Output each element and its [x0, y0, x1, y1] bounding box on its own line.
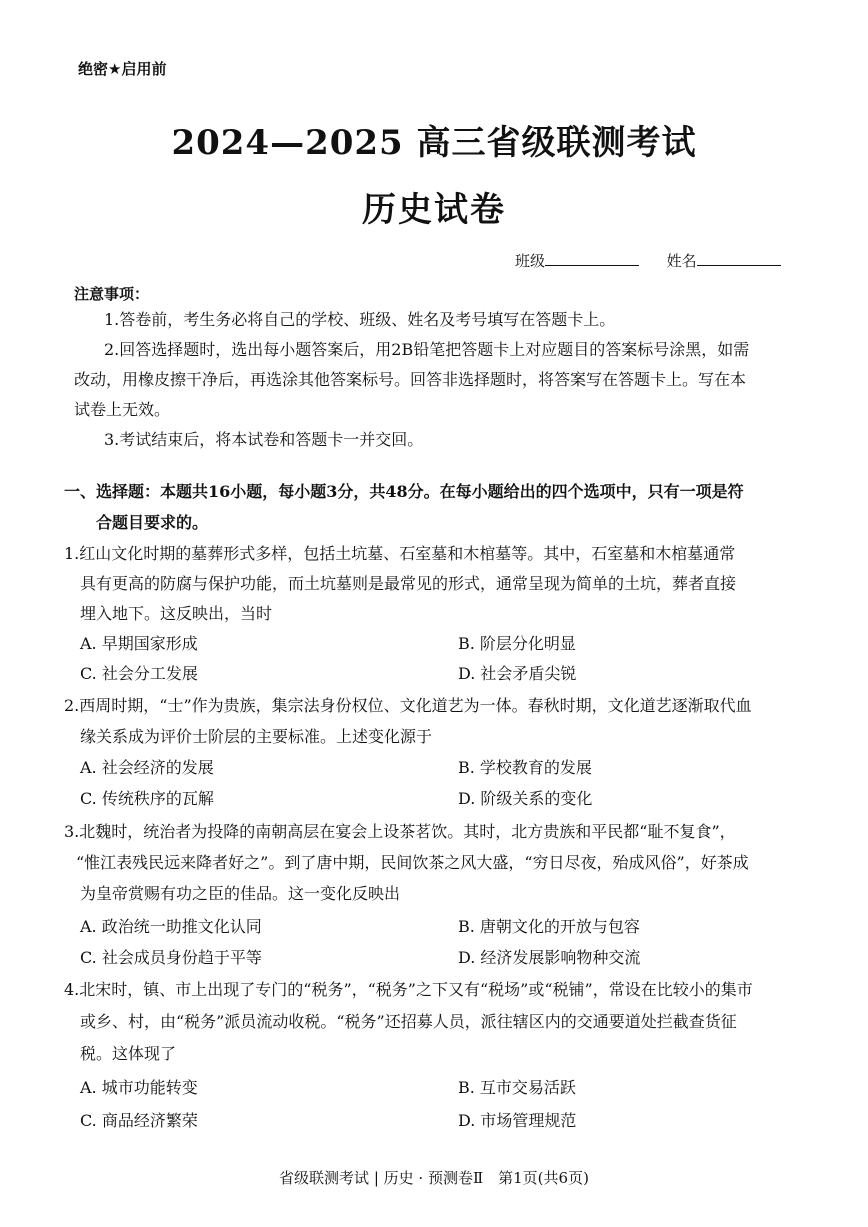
class-label: 班级 [515, 252, 546, 270]
question-4-option-c: C. 商品经济繁荣 [80, 1111, 198, 1130]
question-3-option-b: B. 唐朝文化的开放与包容 [458, 917, 640, 936]
question-1-option-c: C. 社会分工发展 [80, 664, 198, 683]
question-2-text: 2.西周时期，“士”作为贵族，集宗法身份权位、文化道艺为一体。春秋时期，文化道艺逐渐取代血 [64, 696, 752, 715]
question-3-option-c: C. 社会成员身份趋于平等 [80, 948, 262, 967]
question-1-text: 埋入地下。这反映出，当时 [80, 604, 273, 623]
note-line: 1.答卷前，考生务必将自己的学校、班级、姓名及考号填写在答题卡上。 [104, 310, 616, 329]
question-3-text: 为皇帝赏赐有功之臣的佳品。这一变化反映出 [80, 884, 401, 903]
question-1-text: 具有更高的防腐与保护功能，而土坑墓则是最常见的形式，通常呈现为简单的土坑，葬者直接 [80, 574, 737, 593]
section-heading: 一、选择题：本题共16小题，每小题3分，共48分。在每小题给出的四个选项中，只有一项是符 [64, 482, 744, 501]
question-1-option-d: D. 社会矛盾尖锐 [458, 664, 577, 683]
question-3-text: 3.北魏时，统治者为投降的南朝高层在宴会上设茶茗饮。其时，北方贵族和平民都“耻不复食”， [64, 822, 736, 841]
question-4-text: 4.北宋时，镇、市上出现了专门的“税务”，“税务”之下又有“税场”或“税铺”，常设在比较小的集市 [64, 980, 753, 999]
question-1-text: 1.红山文化时期的墓葬形式多样，包括土坑墓、石室墓和木棺墓等。其中，石室墓和木棺墓通常 [64, 544, 736, 563]
question-2-option-b: B. 学校教育的发展 [458, 758, 592, 777]
name-label: 姓名 [666, 252, 697, 270]
question-3-option-d: D. 经济发展影响物种交流 [458, 948, 641, 967]
exam-title: 2024—2025 高三省级联测考试 [171, 123, 697, 163]
question-2-option-a: A. 社会经济的发展 [80, 758, 214, 777]
note-line: 3.考试结束后，将本试卷和答题卡一并交回。 [104, 430, 424, 449]
question-4-text: 或乡、村，由“税务”派员流动收税。“税务”还招募人员，派往辖区内的交通要道处拦截查货征 [80, 1012, 737, 1031]
question-4-option-d: D. 市场管理规范 [458, 1111, 577, 1130]
section-heading-cont: 合题目要求的。 [96, 513, 209, 532]
note-line: 改动，用橡皮擦干净后，再选涂其他答案标号。回答非选择题时，将答案写在答题卡上。写在本 [74, 370, 747, 389]
question-1-option-a: A. 早期国家形成 [80, 634, 198, 653]
question-1-option-b: B. 阶层分化明显 [458, 634, 576, 653]
page-footer: 省级联测考试 | 历史 · 预测卷Ⅱ 第1页(共6页) [279, 1169, 589, 1187]
question-4-text: 税。这体现了 [80, 1044, 177, 1063]
question-2-option-c: C. 传统秩序的瓦解 [80, 789, 214, 808]
question-3-text: “惟江表残民远来降者好之”。到了唐中期，民间饮茶之风大盛，“穷日尽夜，殆成风俗”，好茶成 [76, 853, 749, 872]
student-info [515, 250, 781, 271]
question-4-option-b: B. 互市交易活跃 [458, 1078, 576, 1097]
secret-label: 绝密★启用前 [78, 60, 167, 78]
notes-heading: 注意事项： [74, 285, 150, 303]
question-3-option-a: A. 政治统一助推文化认同 [80, 917, 262, 936]
question-2-option-d: D. 阶级关系的变化 [458, 789, 593, 808]
question-4-option-a: A. 城市功能转变 [80, 1078, 198, 1097]
exam-subtitle: 历史试卷 [362, 190, 506, 230]
class-blank [545, 251, 639, 266]
note-line: 试卷上无效。 [74, 400, 171, 419]
note-line: 2.回答选择题时，选出每小题答案后，用2B铅笔把答题卡上对应题目的答案标号涂黑，如需 [104, 340, 750, 359]
question-2-text: 缘关系成为评价士阶层的主要标准。上述变化源于 [80, 727, 433, 746]
name-blank [697, 251, 781, 266]
